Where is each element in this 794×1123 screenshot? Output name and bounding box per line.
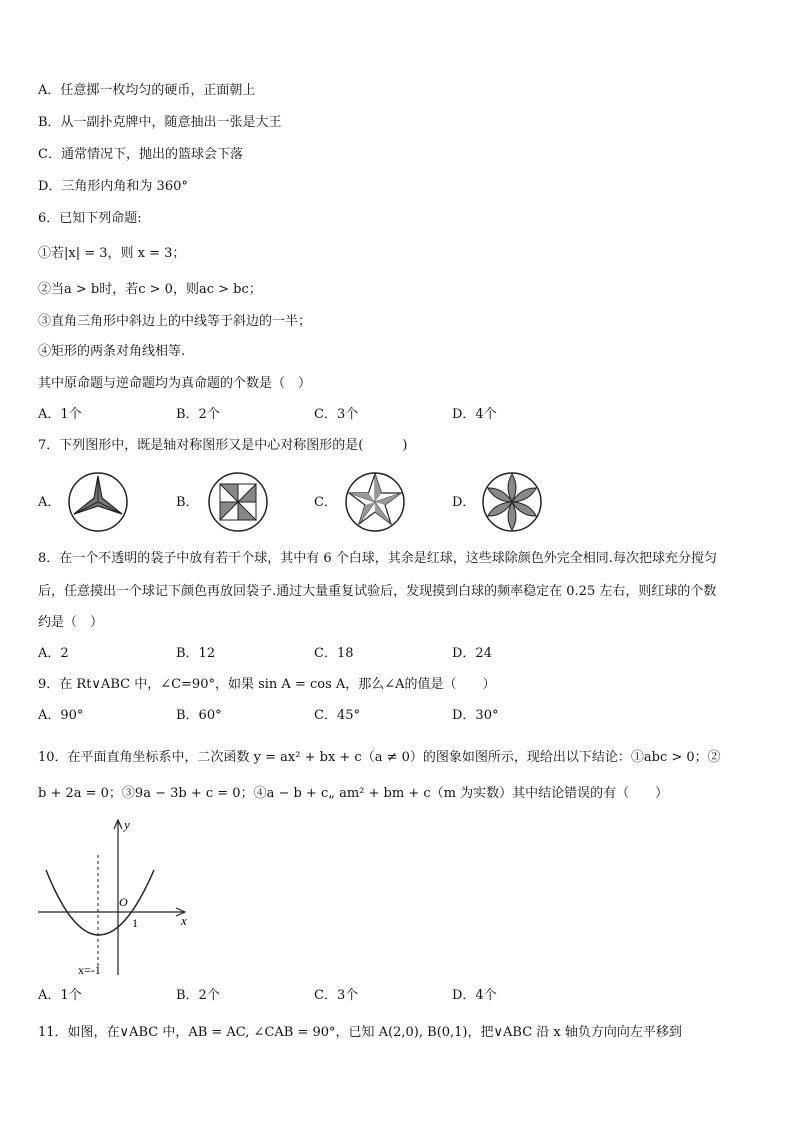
q9-option-c: C．45° — [314, 708, 360, 723]
q9-option-b: B．60° — [176, 708, 222, 723]
q7-stem: 7．下列图形中，既是轴对称图形又是中心对称图形的是( ) — [38, 438, 408, 453]
q8-line-2: 后，任意摸出一个球记下颜色再放回袋子.通过大量重复试验后，发现摸到白球的频率稳定在 0.25 左右，则红球的个数 — [38, 584, 717, 599]
q8-line-1: 8．在一个不透明的袋子中放有若干个球，其中有 6 个白球，其余是红球，这些球除颜色外完全相同.每次把球充分搅匀 — [38, 551, 717, 566]
q10-parabola-graph — [36, 815, 196, 980]
q10-line-1: 10．在平面直角坐标系中，二次函数 y = ax² + bx + c（a ≠ 0）的图象如图所示，现给出以下结论：①abc > 0；② — [38, 750, 721, 765]
q8-line-3: 约是（ ） — [38, 615, 104, 630]
x-label: x — [181, 913, 187, 928]
q8-option-b: B．12 — [176, 646, 216, 661]
q5-option-c: C．通常情况下，抛出的篮球会下落 — [38, 147, 243, 162]
q7-option-a: A． — [38, 495, 61, 510]
q8-option-d: D．24 — [452, 646, 492, 661]
q6-option-c: C．3个 — [314, 407, 359, 422]
q6-option-a: A．1个 — [38, 407, 82, 422]
q10-option-c: C．3个 — [314, 988, 359, 1003]
q7-option-d: D． — [452, 495, 476, 510]
origin-label: O — [119, 895, 128, 909]
q6-option-b: B．2个 — [176, 407, 220, 422]
q5-option-d: D．三角形内角和为 360° — [38, 179, 188, 194]
q6-proposition-4: ④矩形的两条对角线相等. — [38, 344, 186, 359]
q7-figure-d — [480, 470, 544, 534]
symmetry-label: x=-1 — [78, 963, 101, 977]
q10-option-a: A．1个 — [38, 988, 82, 1003]
q7-figure-a — [66, 470, 130, 534]
q10-option-d: D．4个 — [452, 988, 497, 1003]
q9-stem: 9．在 Rt∨ABC 中，∠C=90°，如果 sin A = cos A，那么∠A的值是（ ） — [38, 677, 496, 692]
one-label: 1 — [132, 916, 138, 930]
q9-option-a: A．90° — [38, 708, 84, 723]
q7-figure-c — [343, 470, 407, 534]
q6-question: 其中原命题与逆命题均为真命题的个数是（ ） — [38, 376, 312, 391]
q5-option-a: A．任意掷一枚均匀的硬币，正面朝上 — [38, 83, 256, 98]
q7-option-b: B． — [176, 495, 199, 510]
q7-figure-b — [206, 470, 270, 534]
q11-line-1: 11．如图，在∨ABC 中，AB = AC, ∠CAB = 90°，已知 A(2,0), B(0,1)，把∨ABC 沿 x 轴负方向向左平移到 — [38, 1025, 682, 1040]
q6-proposition-1: ①若|x| = 3，则 x = 3； — [38, 246, 186, 261]
q6-stem: 6．已知下列命题: — [38, 211, 142, 226]
q6-proposition-2: ②当a > b时，若c > 0，则ac > bc； — [38, 282, 262, 297]
q9-option-d: D．30° — [452, 708, 499, 723]
q10-line-2: b + 2a = 0；③9a − 3b + c = 0；④a − b + c„ am² + bm + c（m 为实数）其中结论错误的有（ ） — [38, 786, 669, 801]
q10-option-b: B．2个 — [176, 988, 220, 1003]
q5-option-b: B．从一副扑克牌中，随意抽出一张是大王 — [38, 115, 282, 130]
q6-option-d: D．4个 — [452, 407, 497, 422]
y-label: y — [124, 817, 130, 832]
q6-proposition-3: ③直角三角形中斜边上的中线等于斜边的一半； — [38, 314, 312, 329]
q8-option-c: C．18 — [314, 646, 354, 661]
q7-option-c: C． — [314, 495, 337, 510]
q8-option-a: A．2 — [38, 646, 69, 661]
